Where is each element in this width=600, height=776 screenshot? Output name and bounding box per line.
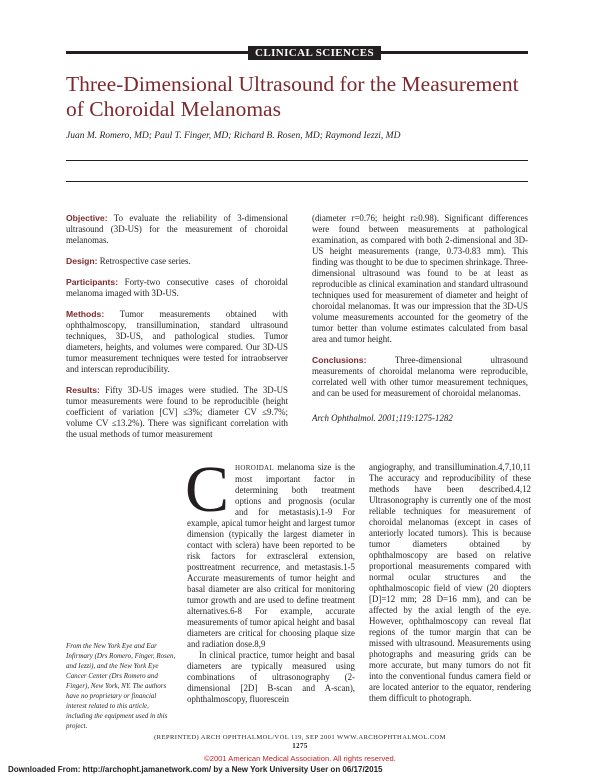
abstract-conclusions [312, 355, 528, 399]
design-label: Design: [66, 256, 98, 266]
conclusions-label: Conclusions: [312, 355, 367, 365]
abstract-methods [66, 309, 288, 375]
divider [66, 160, 528, 161]
abstract-design [66, 256, 288, 267]
results-label: Results: [66, 385, 100, 395]
footer-journal-line: (REPRINTED) ARCH OPHTHALMOL/VOL 119, SEP 2001 WWW.ARCHOPHTHALMOL.COM [154, 734, 446, 741]
abstract-objective [66, 213, 288, 246]
objective-label: Objective: [66, 213, 108, 223]
abstract-right-column [312, 213, 528, 434]
divider [66, 181, 528, 182]
copyright-notice: ©2001 American Medical Association. All rights reserved. [204, 754, 396, 763]
body-paragraph: In clinical practice, tumor height and basal diameters are typically measured using combinations of ultrasonography (2-dimensional [2D] B-scan and A-scan), ophthalmoscopy, fluorescein [187, 650, 355, 704]
body-right-column [369, 462, 531, 704]
download-notice: Downloaded From: http://archopht.jamanetwork.com/ by a New York University User on 06/17/2015 [8, 765, 383, 774]
article-title: Three-Dimensional Ultrasound for the Measurement of Choroidal Melanomas [66, 72, 519, 121]
abstract-participants [66, 277, 288, 299]
page-footer [0, 733, 600, 751]
journal-citation: Arch Ophthalmol. 2001;119:1275-1282 [312, 413, 453, 423]
design-text: Retrospective case series. [97, 256, 191, 266]
abstract-results [66, 385, 288, 440]
conclusions-text: Three-dimensional ultrasound measurements of choroidal melanoma were reproducible, correlated well with other tumor measurement techniques, and can be used for measurement of choroidal melanomas. [312, 355, 528, 398]
methods-label: Methods: [66, 309, 105, 319]
objective-text: To evaluate the reliability of 3-dimensional ultrasound (3D-US) for the measurement of choroidal melanomas. [66, 213, 288, 245]
body-text: melanoma size is the most important factor in determining both treatment options and prognosis (ocular and for metastasis).1-9 For example, apical tumor height and largest tumor dimension (typically the largest diameter in contact with sclera) have been reported to be risk factors for extrascleral extension, posttreatment recurrence, and metastasis.1-5 Accurate measurements of tumor height and basal diameter are also critical for monitoring tumor growth and are used to define treatment alternatives.6-8 For example, accurate measurements of tumor apical height and basal diameters are critical for choosing plaque size and radiation dose.8,9 [187, 462, 355, 649]
drop-cap: C [185, 453, 230, 526]
participants-label: Participants: [66, 277, 119, 287]
lead-smallcaps: HOROIDAL [235, 464, 274, 472]
body-middle-column [185, 453, 355, 705]
author-list: Juan M. Romero, MD; Paul T. Finger, MD; Richard B. Rosen, MD; Raymond Iezzi, MD [66, 131, 401, 141]
methods-text: Tumor measurements obtained with ophthalmoscopy, transillumination, standard ultrasound techniques, 3D-US, and pathological studies. Tumor diameters, heights, and volumes were compared. Our 3D-US tumor measurement techniques were tested for intraobserver and interscan reproducibility. [66, 309, 288, 374]
author-affiliation-note: From the New York Eye and Ear Infirmary (Drs Romero, Finger, Rosen, and Iezzi), and the New York Eye Cancer Center (Drs Romero and Finger), New York, NY. The authors have no proprietary or financial interest related to this article, including the equipment used in this project. [66, 642, 176, 730]
body-paragraph: angiography, and transillumination.4,7,10,11 The accuracy and reproducibility of these methods have been described.4,12 Ultrasonography is currently one of the most reliable techniques for measurement of choroidal melanomas (except in cases of anteriorly located tumors). This is because tumor diameters obtained by ophthalmoscopy are based on relative proportional measurements compared with normal ocular structures and the ophthalmoscopic field of view (20 diopters [D]=12 mm; 28 D=16 mm), and can be affected by the axial length of the eye. However, ophthalmoscopy can reveal flat regions of the tumor margin that can be missed with ultrasound. Measurements using photographs and measuring grids can be more accurate, but many tumors do not fit into the conventional fundus camera field or are located anterior to the equator, rendering them difficult to photograph. [369, 462, 531, 703]
participants-text: Forty-two consecutive cases of choroidal melanoma imaged with 3D-US. [66, 277, 288, 298]
page-number: 1275 [292, 742, 308, 750]
body-paragraph [185, 453, 355, 650]
section-label: CLINICAL SCIENCES [248, 46, 381, 60]
abstract-results-continued: (diameter r=0.76; height r≥0.98). Significant differences were found between measurements at pathological examination, as compared with both 2-dimensional and 3D-US height measurements (range, 0.73-0.83 mm). This finding was thought to be due to specimen shrinkage. Three-dimensional ultrasound was found to be at least as reproducible as clinical examination and standard ultrasound techniques used for measurement of diameter and height of choroidal melanomas. It was our impression that the 3D-US volume measurements accounted for the geometry of the tumor better than volume estimates calculated from basal area and tumor height. [312, 213, 528, 344]
abstract-left-column [66, 213, 288, 450]
results-text: Fifty 3D-US images were studied. The 3D-US tumor measurements were found to be reproducible (height coefficient of variation [CV] ≤3%; diameter CV ≤9.7%; volume CV ≤13.2%). There was significant correlation with the usual methods of tumor measurement [66, 385, 288, 439]
